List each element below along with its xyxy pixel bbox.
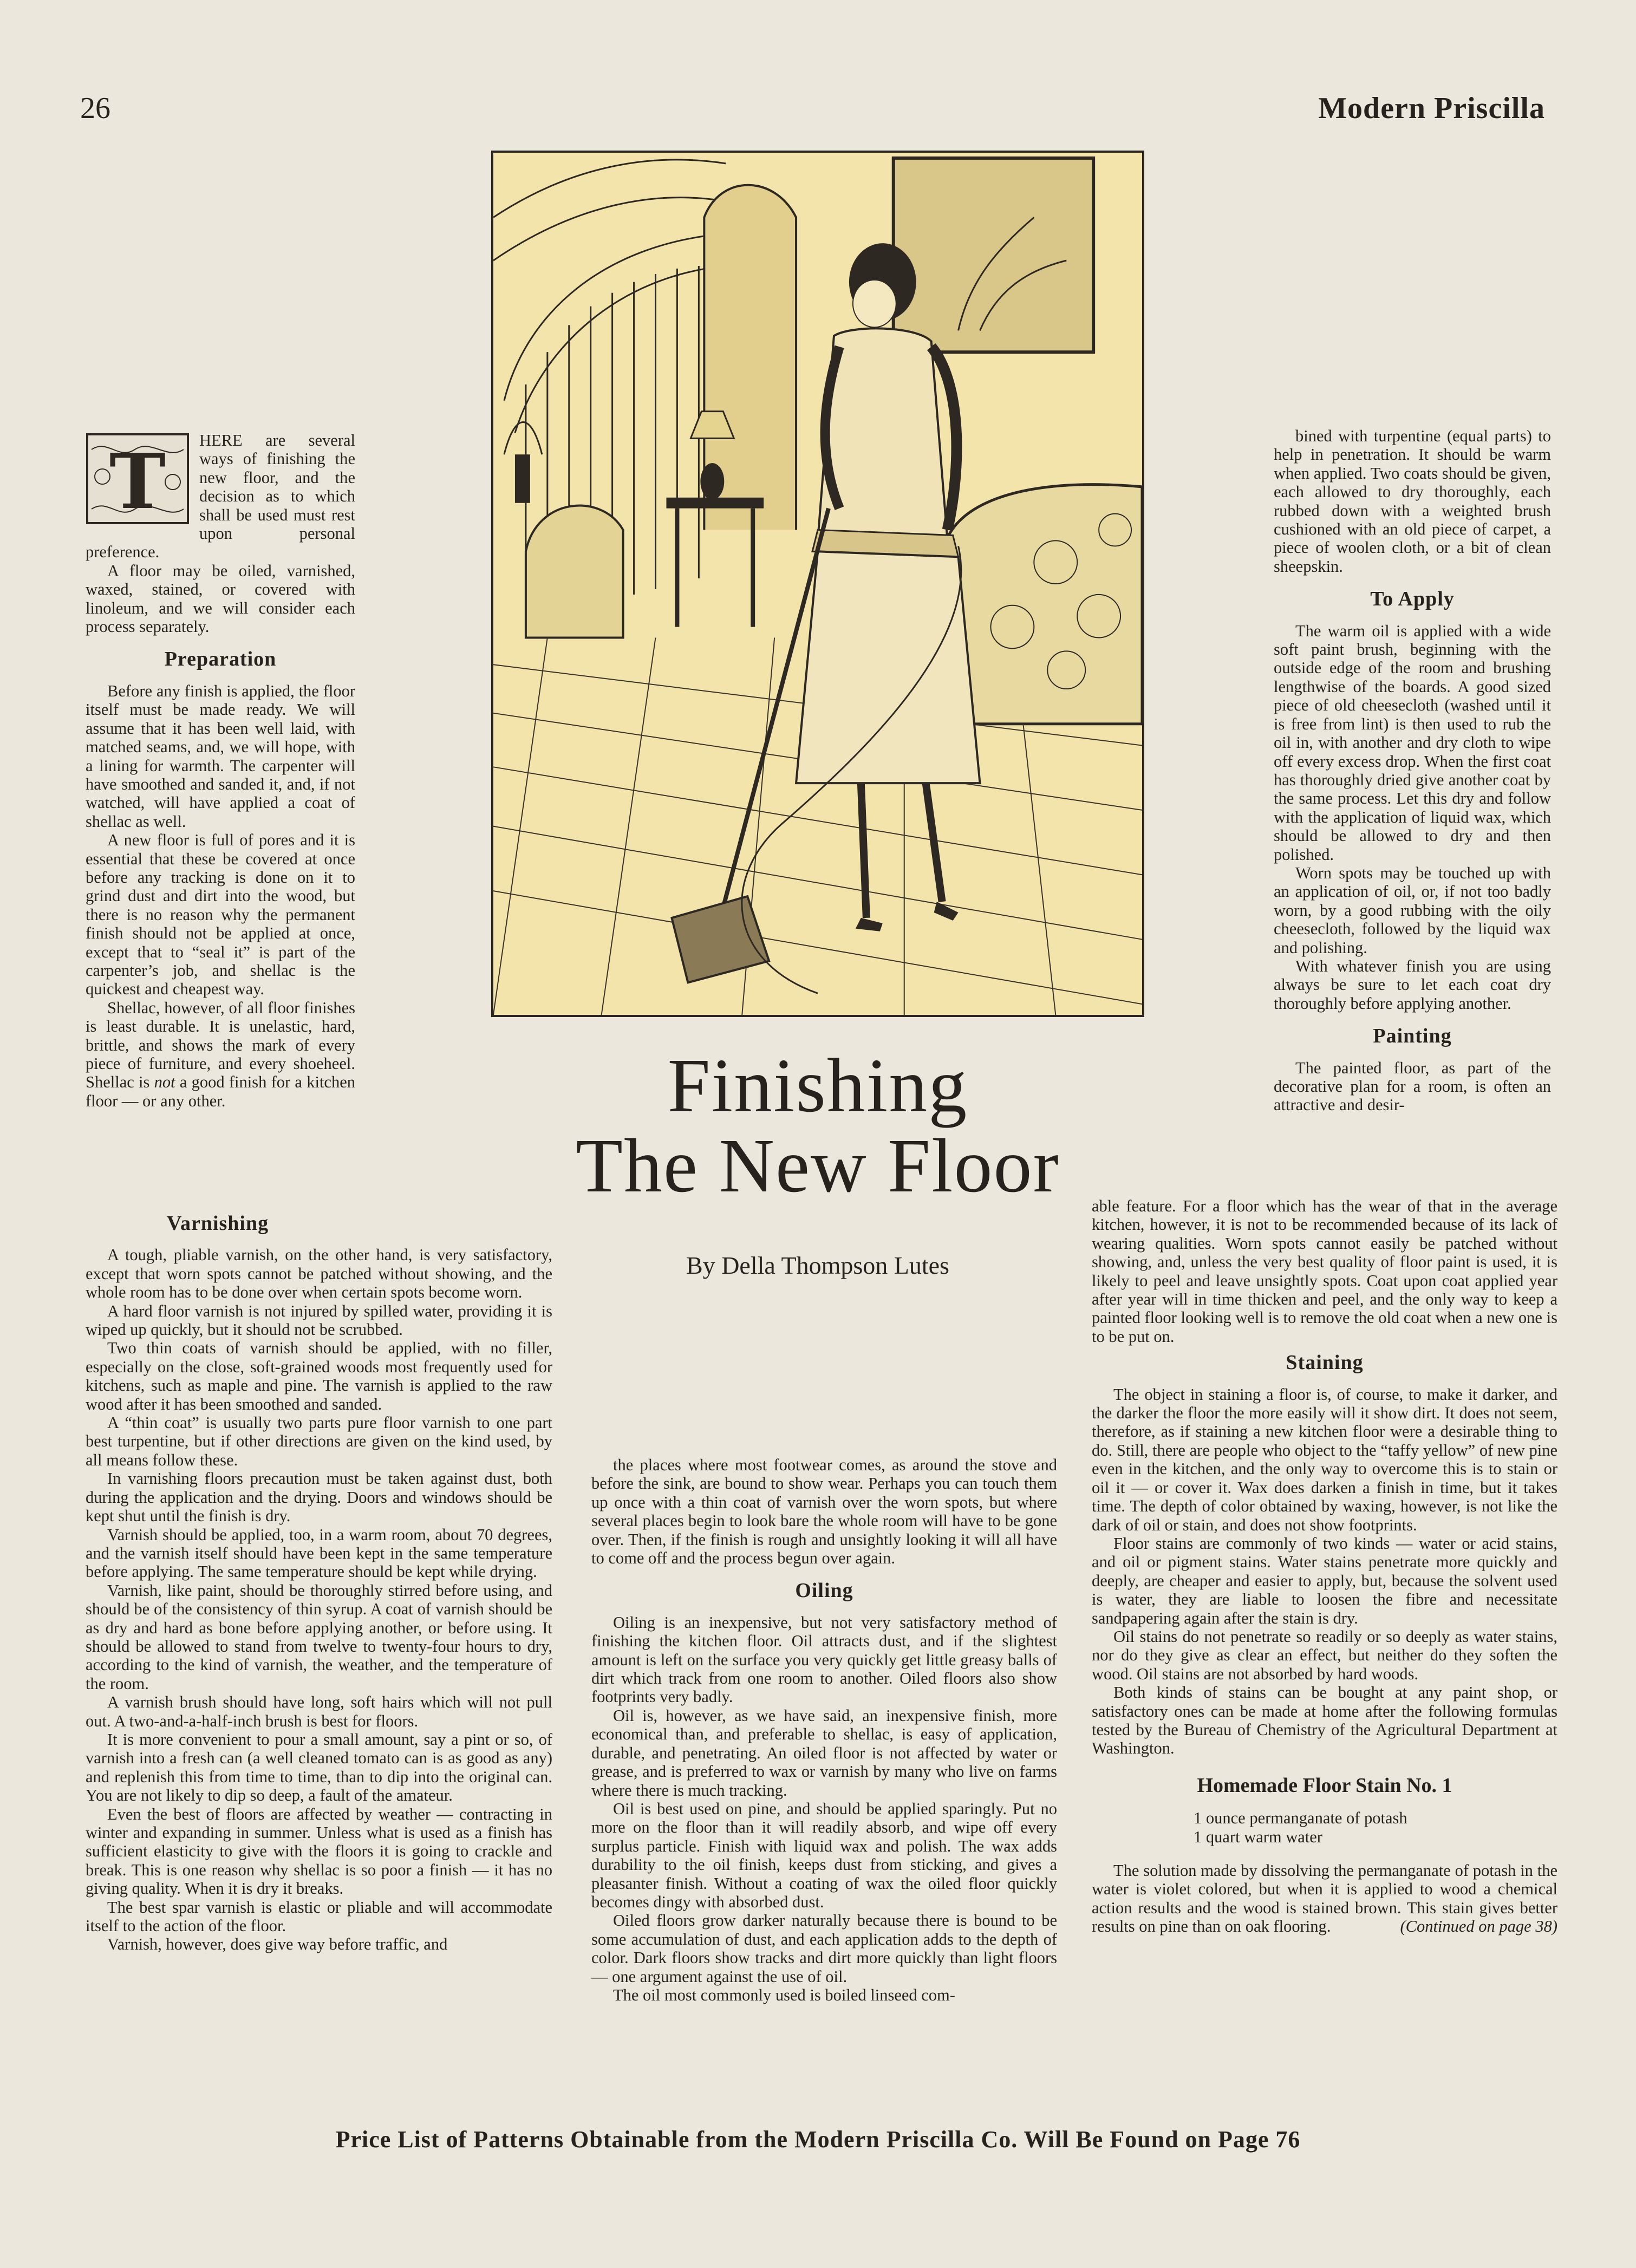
paragraph: Oiling is an inexpensive, but not very satisfactory method of finishing the kitchen floor. Oil attracts dust, and if the slightest amount is left on the surface you very quickly get little greasy balls of dirt which track from one room to another. Oiled floors also show footprints very badly. [591, 1613, 1057, 1706]
footer-pattern-notice: Price List of Patterns Obtainable from the Modern Priscilla Co. Will Be Found on Page 76 [335, 2126, 1301, 2153]
section-heading-painting: Painting [1373, 1025, 1452, 1048]
recipe-line: 1 ounce permanganate of potash [1194, 1809, 1407, 1828]
section-heading-to-apply: To Apply [1370, 588, 1455, 611]
paragraph: The oil most commonly used is boiled linseed com- [613, 1985, 955, 2004]
paragraph: A floor may be oiled, varnished, waxed, stained, or covered with linoleum, and we will consider each process separately. [86, 561, 355, 636]
section-heading-varnishing: Varnishing [167, 1212, 269, 1235]
paragraph: Worn spots may be touched up with an application of oil, or, if not too badly worn, by a good rubbing with the oily cheesecloth, followed by the liquid wax and polishing. [1274, 863, 1551, 957]
paragraph: In varnishing floors precaution must be taken against dust, both during the application and the drying. Doors and windows should be kept shut until the finish is dry. [86, 1469, 552, 1526]
paragraph: Oil stains do not penetrate so readily or so deeply as water stains, nor do they give as clear an effect, but neither do they soften the wood. Oil stains are not absorbed by hard woods. [1092, 1627, 1557, 1683]
ornamental-drop-cap [86, 433, 190, 524]
paragraph: The warm oil is applied with a wide soft paint brush, beginning with the outside edge of the room and brushing lengthwise of the boards. A good sized piece of old cheesecloth (washed until it is free from lint) is then used to rub the oil in, with another and dry cloth to wipe off every excess drop. When the first coat has thoroughly dried give another coat by the same process. Let this dry and follow with the application of liquid wax, which should be allowed to dry and then polished. [1274, 621, 1551, 864]
recipe-heading: Homemade Floor Stain No. 1 [1197, 1774, 1452, 1797]
paragraph: Oil is, however, as we have said, an inexpensive finish, more economical than, and preferable to shellac, is easy of application, durable, and penetrating. An oiled floor is not affected by water or grease, and is preferred to wax or varnish by many who live on farms where there is much tracking. [591, 1706, 1057, 1800]
intro-paragraph: HERE are several ways of finishing the new floor, and the decision as to which shall be used must rest upon personal preference. [86, 431, 355, 562]
byline: By Della Thompson Lutes [686, 1252, 949, 1279]
paragraph: Two thin coats of varnish should be applied, with no filler, especially on the close, soft-grained woods most frequently used for kitchens, such as maple and pine. The varnish is applied to the raw wood after it has been smoothed and sanded. [86, 1339, 552, 1413]
paragraph: Oiled floors grow darker naturally because there is bound to be some accumulation of dust, and each application adds to the depth of color. Dark floors show tracks and dirt more quickly than light floors — one argument against the use of oil. [591, 1911, 1057, 1986]
svg-text:T: T [109, 438, 166, 524]
paragraph: With whatever finish you are using always be sure to let each coat dry thoroughly before applying another. [1274, 956, 1551, 1013]
paragraph: the places where most footwear comes, as around the stove and before the sink, are bound to show wear. Perhaps you can touch them up once with a thin coat of varnish over the worn spots, but where several places begin to look bare the whole room will have to be gone over. Then, if the finish is rough and unsightly looking it will all have to come off and the process begun over again. [591, 1456, 1057, 1568]
continued-note: (Continued on page 38) [1400, 1917, 1557, 1936]
left-column-lower [86, 1214, 552, 1954]
paragraph: The painted floor, as part of the decorative plan for a room, is often an attractive and desir- [1274, 1058, 1551, 1115]
paragraph: Oil is best used on pine, and should be applied sparingly. Put no more on the floor than it will readily absorb, and wipe off every surplus particle. Finish with liquid wax and polish. The wax adds durability to the oil finish, keeps dust from sticking, and gives a pleasanter finish. Without a coating of wax the oiled floor quickly becomes dingy with absorbed dust. [591, 1799, 1057, 1911]
right-column-upper [1274, 427, 1551, 1115]
paragraph: A varnish brush should have long, soft hairs which will not pull out. A two-and-a-half-inch brush is best for floors. [86, 1693, 552, 1730]
paragraph: Shellac, however, of all floor finishes is least durable. It is unelastic, hard, brittle, and shows the mark of every piece of furniture, and every shoeheel. Shellac is not a good finish for a kitchen floor — or any other. [86, 998, 355, 1110]
section-heading-oiling: Oiling [795, 1579, 853, 1602]
paragraph: A “thin coat” is usually two parts pure floor varnish to one part best turpentine, but if other directions are given on the kind used, by all means follow these. [86, 1413, 552, 1469]
paragraph: Even the best of floors are affected by weather — contracting in winter and expanding in summer. Unless what is used as a finish has sufficient elasticity to give with the floors it is going to crackle and break. This is one reason why shellac is so poor a finish — it has no giving quality. When it is dry it breaks. [86, 1804, 552, 1898]
title-line-1: Finishing [667, 1042, 968, 1128]
paragraph: Floor stains are commonly of two kinds — water or acid stains, and oil or pigment stains. Water stains penetrate more quickly and deeply, are cheaper and easier to apply, but, because the solvent used is water, they are liable to loosen the fibre and necessitate sandpapering again after the stain is dry. [1092, 1534, 1557, 1627]
paragraph: bined with turpentine (equal parts) to help in penetration. It should be warm when applied. Two coats should be given, each allowed to dry thoroughly, each rubbed down with a weighted brush cushioned with an old piece of carpet, a piece of woolen cloth, or a bit of clean sheepskin. [1274, 427, 1551, 576]
article-illustration [491, 151, 1144, 1017]
paragraph: Before any finish is applied, the floor itself must be made ready. We will assume that it has been well laid, with matched seams, and, we will hope, with a lining for warmth. The carpenter will have smoothed and sanded it, and, if not watched, will have applied a coat of shellac as well. [86, 681, 355, 831]
paragraph: The best spar varnish is elastic or pliable and will accommodate itself to the action of the floor. [86, 1898, 552, 1935]
section-heading-preparation: Preparation [164, 648, 277, 671]
paragraph: A new floor is full of pores and it is essential that these be covered at once before any tracking is done on it to grind dust and dirt into the wood, but there is no reason why the permanent finish should not be applied at once, except that to “seal it” is part of the carpenter’s job, and shellac is the quickest and cheapest way. [86, 831, 355, 999]
left-column-upper [86, 431, 355, 1110]
article-title [520, 1042, 1116, 1208]
page-number: 26 [80, 92, 110, 125]
middle-column [591, 1456, 1057, 2004]
section-heading-staining: Staining [1286, 1351, 1364, 1374]
title-line-2: The New Floor [576, 1123, 1060, 1208]
paragraph: The solution made by dissolving the permanganate of potash in the water is violet colored, but when it is applied to wood a chemical action results and the wood is stained brown. This stain gives better results on pine than on oak flooring. (Continued on page 38) [1092, 1861, 1557, 1936]
right-column-lower [1092, 1197, 1557, 1936]
paragraph: A hard floor varnish is not injured by spilled water, providing it is wiped up quickly, but it should not be scrubbed. [86, 1301, 552, 1339]
paragraph: It is more convenient to pour a small amount, say a pint or so, of varnish into a fresh can (a well cleaned tomato can is as good as any) and replenish this from time to time, than to dip into the original can. You are not likely to dip so deep, a fault of the amateur. [86, 1730, 552, 1805]
paragraph: Varnish, like paint, should be thoroughly stirred before using, and should be of the consistency of thin syrup. A coat of varnish should be as dry and hard as bone before applying another, or before using. It should be allowed to stand from twelve to twenty-four hours to dry, according to the kind of varnish, the weather, and the temperature of the room. [86, 1581, 552, 1693]
recipe-ingredients [1092, 1809, 1557, 1846]
paragraph: able feature. For a floor which has the wear of that in the average kitchen, however, it is not to be recommended because of its lack of wearing qualities. Worn spots cannot easily be patched without showing, and, unless the very best quality of floor paint is used, it is likely to peel and leave unsightly spots. Coat upon coat applied year after year will in time thicken and peel, and the only way to keep a painted floor looking well is to remove the old coat when a new one is to be put on. [1092, 1197, 1557, 1346]
paragraph: The object in staining a floor is, of course, to make it darker, and the darker the floor the more easily will it show dirt. It does not seem, therefore, as if staining a new kitchen floor were a desirable thing to do. Still, there are people who object to the “taffy yellow” of new pine even in the kitchen, and the only way to overcome this is to stain or oil it — or cover it. Wax does darken a finish in time, but it takes time. The depth of color obtained by waxing, however, is not like the dark of oil or stain, and does not show footprints. [1092, 1385, 1557, 1534]
recipe-line: 1 quart warm water [1194, 1827, 1322, 1846]
paragraph: Varnish, however, does give way before traffic, and [107, 1935, 448, 1954]
paragraph: A tough, pliable varnish, on the other hand, is very satisfactory, except that worn spots cannot be patched without showing, and the whole room has to be done over when certain spots become worn. [86, 1246, 552, 1302]
magazine-running-head: Modern Priscilla [1318, 92, 1545, 125]
floor-polishing-illustration [493, 153, 1142, 1015]
paragraph: Both kinds of stains can be bought at any paint shop, or satisfactory ones can be made at home after the following formulas tested by the Bureau of Chemistry of the Agricultural Department at Washington. [1092, 1683, 1557, 1758]
paragraph: Varnish should be applied, too, in a warm room, about 70 degrees, and the varnish itself should have been kept in the same temperature before applying. The same temperature should be kept while drying. [86, 1525, 552, 1581]
